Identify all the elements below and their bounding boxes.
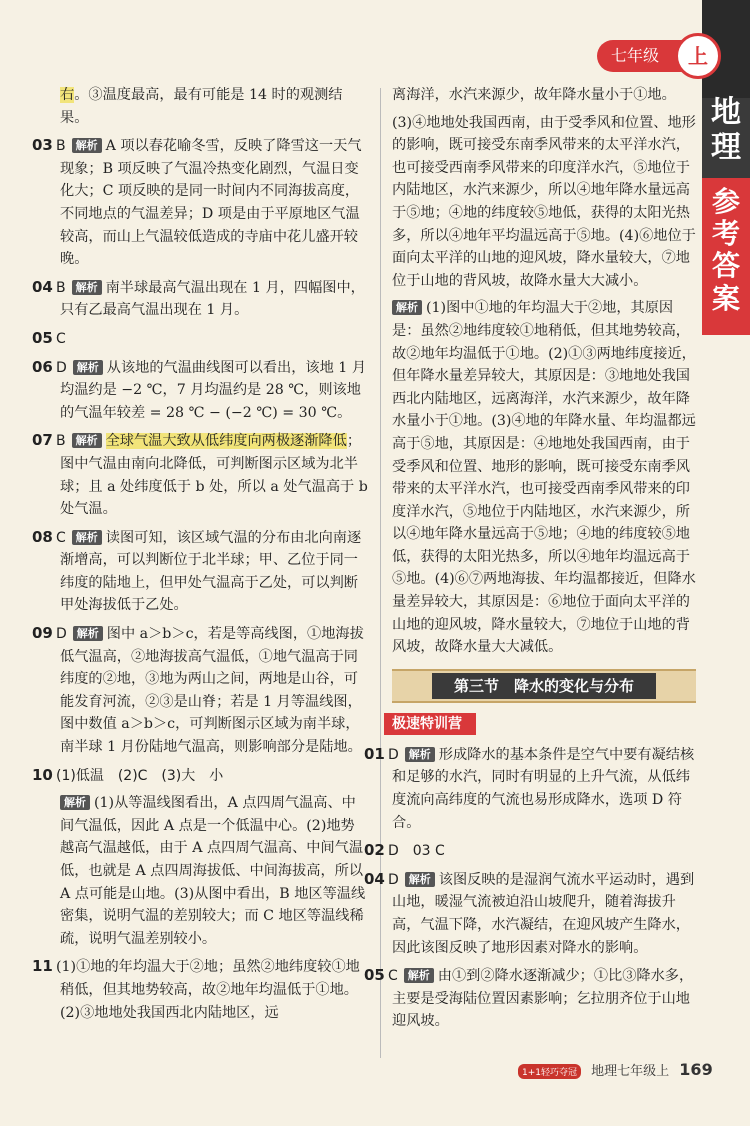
question-number: 05 bbox=[32, 328, 53, 347]
answer-text: 南半球最高气温出现在 1 月，四幅图中，只有乙最高气温出现在 1 月。 bbox=[60, 279, 365, 319]
answer-choice: C bbox=[388, 968, 398, 985]
answer-choice: B bbox=[56, 279, 66, 296]
question-number: 02 bbox=[364, 841, 385, 860]
answer-text: 由①到②降水逐渐减少；①比③降水多，主要是受海陆位置因素影响；乞拉朋齐位于山地迎风坡。 bbox=[392, 968, 694, 1030]
answer-text: A 项以春花喻冬雪，反映了降雪这一天气现象；B 项反映了气温冷热变化剧烈，气温日变化大；C 项反映的是同一时间内不同海拔高度，不同地点的气温差异；D 项是由于平原地区气温较高，而山上气温较低造成的寺庙中花儿盛开较晚。 bbox=[60, 138, 362, 268]
answer-item bbox=[364, 964, 696, 1033]
answer-item bbox=[60, 84, 368, 129]
question-number: 04 bbox=[364, 869, 385, 888]
answer-item bbox=[32, 429, 368, 520]
answer-item bbox=[32, 622, 368, 759]
answer-item bbox=[32, 327, 368, 351]
answer-text: (1)图中①地的年均温大于②地，其原因是：虽然②地纬度较①地稍低，但其地势较高，故②地年均温低于①地。(2)①③两地纬度接近，但年降水量差异较大，其原因是：③地地处我国西北内陆地区，远离海洋，水汽来源少，故年降水量小于①地。(3)④地的年降水量、年均温都远高于⑤地，其原因是：④地地处我国西南，由于受季风和位置、地形的影响，既可接受东南季风带来的太平洋水汽，也可接受西南季风带来的印度洋水汽，⑤地位于内陆地区，水汽来源少，所以④地年降水量远高于⑤地；④地的纬度较⑤地低，获得的太阳光热多，所以④地年均温远高于⑤地。(4)⑥⑦两地海拔、年均温都接近，但降水量差异较大，其原因是：⑥地位于面向太平洋的山地的迎风坡，降水量较大，⑦地位于山地的背风坡，故降水量大大减低。 bbox=[392, 300, 696, 656]
practice-banner: 极速特训营 bbox=[384, 713, 476, 735]
question-number: 04 bbox=[32, 277, 53, 296]
analysis-tag: 解析 bbox=[72, 138, 102, 153]
answer-choice: D bbox=[56, 626, 67, 643]
analysis-tag: 解析 bbox=[73, 626, 103, 641]
column-divider bbox=[380, 88, 381, 1058]
grade-badge: 七年级 bbox=[597, 40, 707, 72]
publisher-logo: 1+1轻巧夺冠 bbox=[518, 1064, 581, 1079]
answer-choice: C bbox=[56, 330, 66, 347]
answer-item bbox=[32, 356, 368, 425]
answer-text: 该图反映的是湿润气流水平运动时，遇到山地，暖湿气流被迫沿山坡爬升，随着海拔升高，气温下降，水汽凝结，在迎风坡产生降水，因此该图反映了地形因素对降水的影响。 bbox=[392, 871, 695, 956]
right-column bbox=[364, 84, 696, 1038]
answer-choice: (1)低温 (2)C (3)大 小 bbox=[56, 767, 224, 784]
analysis-tag: 解析 bbox=[72, 433, 102, 448]
subject-label: 地 理 bbox=[711, 95, 741, 165]
answer-choice: D 03 C bbox=[388, 843, 445, 860]
analysis-tag: 解析 bbox=[72, 530, 102, 545]
analysis-tag: 解析 bbox=[405, 872, 435, 887]
answer-item bbox=[392, 112, 696, 293]
volume-badge: 上 bbox=[675, 33, 721, 79]
analysis-tag: 解析 bbox=[392, 300, 422, 315]
page-number: 169 bbox=[679, 1060, 713, 1079]
answer-text: ；图中气温由南向北降低，可判断图示区域为北半球；且 a 处纬度低于 b 处，所以 a 处气温高于 b 处气温。 bbox=[60, 433, 368, 518]
page-footer bbox=[518, 1060, 713, 1079]
answer-item bbox=[364, 868, 696, 959]
answers-label: 参 考 答 案 bbox=[711, 185, 740, 315]
answer-item bbox=[32, 955, 368, 1024]
answer-item bbox=[392, 84, 696, 107]
question-number: 10 bbox=[32, 765, 53, 784]
section-title: 第三节 降水的变化与分布 bbox=[392, 669, 696, 703]
answer-item bbox=[60, 792, 368, 950]
highlighted-text: 全球气温大致从低纬度向两极逐渐降低 bbox=[105, 433, 347, 450]
question-number: 05 bbox=[364, 966, 385, 985]
question-number: 06 bbox=[32, 357, 53, 376]
answer-item bbox=[32, 764, 368, 788]
answer-text: 形成降水的基本条件是空气中要有凝结核和足够的水汽，同时有明显的上升气流，从低纬度流向高纬度的气流也易形成降水，选项 D 符合。 bbox=[392, 746, 695, 831]
analysis-tag: 解析 bbox=[72, 280, 102, 295]
answer-text: 读图可知，该区域气温的分布由北向南逐渐增高，可以判断位于北半球；甲、乙位于同一纬度的陆地上，但甲处气温高于乙处，可以判断甲处海拔低于乙处。 bbox=[60, 529, 362, 614]
answer-choice: C bbox=[56, 529, 66, 546]
answer-text: 图中 a＞b＞c，若是等高线图，①地海拔低气温高，②地海拔高气温低，①地气温高于同纬度的②地，③地为两山之间，两地是山谷，可能发育河流，②③是山脊；若是 1 月等温线图，图中数值 a＞b＞c，可判断图示区域为南半球，南半球 1 月份陆地气温高，则影响部分是陆地。 bbox=[60, 626, 364, 756]
analysis-tag: 解析 bbox=[60, 795, 90, 810]
question-number: 09 bbox=[32, 624, 53, 643]
question-number: 07 bbox=[32, 431, 53, 450]
question-number: 08 bbox=[32, 527, 53, 546]
book-title: 地理七年级上 bbox=[591, 1064, 670, 1079]
answer-choice: D bbox=[56, 359, 67, 376]
answer-item bbox=[364, 839, 696, 863]
answer-item bbox=[32, 526, 368, 617]
answer-item bbox=[32, 134, 368, 271]
question-number: 01 bbox=[364, 744, 385, 763]
answer-item bbox=[392, 297, 696, 659]
analysis-tag: 解析 bbox=[405, 747, 435, 762]
highlighted-text: 右 bbox=[60, 87, 75, 103]
left-column bbox=[32, 84, 368, 1029]
answer-text: (1)①地的年均温大于②地；虽然②地纬度较①地稍低，但其地势较高，故②地年均温低于①地。 (2)③地地处我国西北内陆地区，远 bbox=[56, 959, 366, 1021]
answer-item bbox=[32, 276, 368, 322]
question-number: 11 bbox=[32, 957, 53, 976]
answer-choice: B bbox=[56, 138, 66, 155]
answer-choice: B bbox=[56, 433, 66, 450]
answer-choice: D bbox=[388, 746, 399, 763]
answer-text: 。③温度最高，最有可能是 14 时的观测结果。 bbox=[60, 87, 343, 126]
answer-text: (1)从等温线图看出，A 点四周气温高、中间气温低，因此 A 点是一个低温中心。(2)地势越高气温越低，由于 A 点四周气温高、中间气温低，也就是 A 点四周海拔低、中间海拔高，所以 A 点可能是山地。(3)从图中看出，B 地区等温线密集，说明气温的差别较大；而 C 地区等温线稀疏，说明气温差别较小。 bbox=[60, 795, 366, 947]
answer-text: 从该地的气温曲线图可以看出，该地 1 月均温约是 −2 ℃，7 月均温约是 28 ℃，则该地的气温年较差 = 28 ℃ − (−2 ℃) = 30 ℃。 bbox=[60, 359, 367, 421]
analysis-tag: 解析 bbox=[73, 360, 103, 375]
answer-choice: D bbox=[388, 871, 399, 888]
answer-text: 离海洋，水汽来源少，故年降水量小于①地。 bbox=[392, 87, 676, 103]
answer-text: (3)④地地处我国西南，由于受季风和位置、地形的影响，既可接受东南季风带来的太平洋水汽，也可接受西南季风带来的印度洋水汽，⑤地位于内陆地区，水汽来源少，所以④地年降水量远高于⑤地；④地的纬度较⑤地低，获得的太阳光热多，所以④地年平均温远高于⑤地。(4)⑥地位于面向太平洋的山地的迎风坡，降水量较大，⑦地位于山地的背风坡，故降水量大大减小。 bbox=[392, 114, 696, 289]
question-number: 03 bbox=[32, 136, 53, 155]
answer-item bbox=[364, 743, 696, 834]
analysis-tag: 解析 bbox=[404, 968, 434, 983]
